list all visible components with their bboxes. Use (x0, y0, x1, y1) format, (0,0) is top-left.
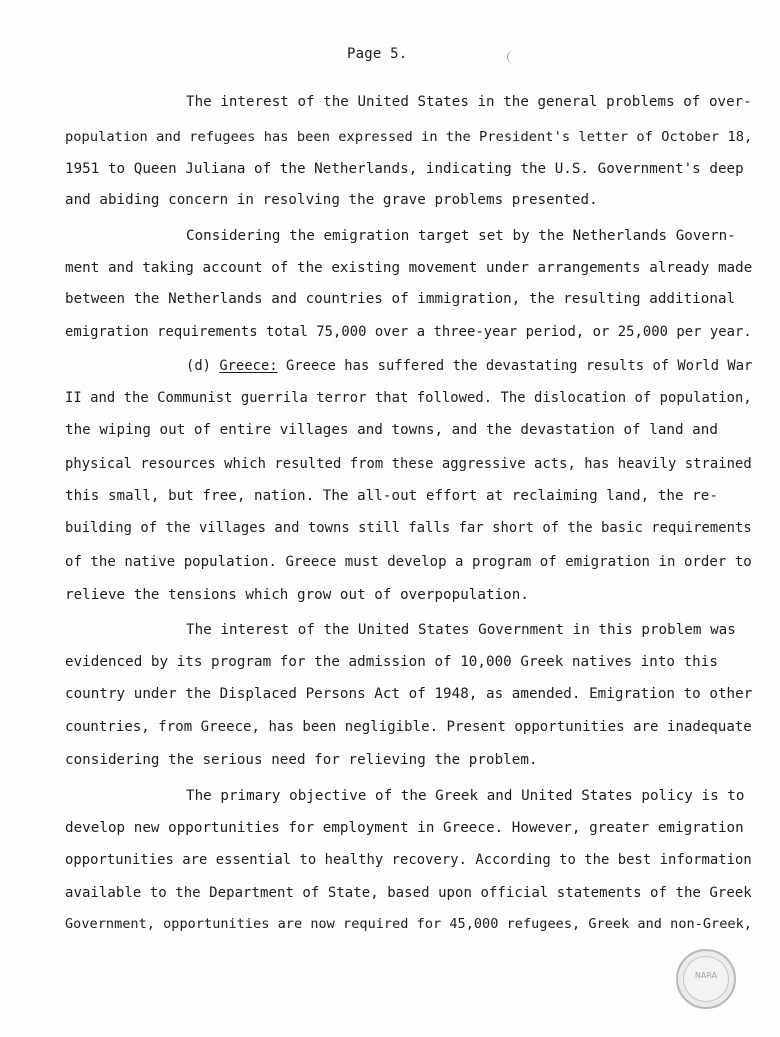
paragraph-line: and abiding concern in resolving the grave problems presented. (65, 192, 598, 208)
section-marker: (d) (186, 358, 211, 374)
paragraph-line: evidenced by its program for the admission of 10,000 Greek natives into this (65, 654, 718, 670)
paragraph-line: population and refugees has been expressed in the President's letter of October 18, (65, 129, 753, 145)
paragraph-line: opportunities are essential to healthy recovery. According to the best information (65, 852, 752, 868)
paragraph-line: of the native population. Greece must develop a program of emigration in order to (65, 554, 752, 570)
paragraph-line: countries, from Greece, has been negligible. Present opportunities are inadequate (65, 719, 752, 735)
paragraph-line: 1951 to Queen Juliana of the Netherlands, indicating the U.S. Government's deep (65, 161, 744, 177)
paragraph-line: emigration requirements total 75,000 over a three-year period, or 25,000 per year. (65, 324, 752, 340)
paragraph-line: The interest of the United States in the general problems of over- (186, 94, 752, 110)
paragraph-line: relieve the tensions which grow out of overpopulation. (65, 587, 529, 603)
paragraph-line: available to the Department of State, based upon official statements of the Greek (65, 885, 752, 901)
paragraph-line: Considering the emigration target set by the Netherlands Govern- (186, 228, 736, 244)
paragraph-line: country under the Displaced Persons Act of 1948, as amended. Emigration to other (65, 686, 753, 702)
paragraph-line: ment and taking account of the existing movement under arrangements already made (65, 260, 753, 276)
paragraph-line: physical resources which resulted from these aggressive acts, has heavily strained (65, 456, 752, 472)
library-stamp (676, 949, 736, 1009)
stamp-text: NARA (694, 971, 718, 980)
section-heading-line (186, 358, 752, 374)
paragraph-text: Greece has suffered the devastating results of World War (286, 358, 753, 374)
paragraph-line: II and the Communist guerrila terror that followed. The dislocation of population, (65, 390, 752, 406)
page-number: Page 5. (347, 46, 408, 62)
paragraph-line: building of the villages and towns still falls far short of the basic requirements (65, 520, 752, 536)
paragraph-line: The primary objective of the Greek and United States policy is to (186, 788, 745, 804)
paragraph-line: the wiping out of entire villages and towns, and the devastation of land and (65, 422, 718, 438)
paragraph-line: considering the serious need for relieving the problem. (65, 752, 538, 768)
paragraph-line: The interest of the United States Government in this problem was (186, 622, 736, 638)
margin-mark (507, 50, 516, 64)
paragraph-line: between the Netherlands and countries of immigration, the resulting additional (65, 291, 736, 307)
paragraph-line: this small, but free, nation. The all-out effort at reclaiming land, the re- (65, 488, 718, 504)
section-heading: Greece: (219, 358, 278, 374)
paragraph-line: develop new opportunities for employment in Greece. However, greater emigration (65, 820, 744, 836)
paragraph-line: Government, opportunities are now required for 45,000 refugees, Greek and non-Greek, (65, 916, 752, 932)
